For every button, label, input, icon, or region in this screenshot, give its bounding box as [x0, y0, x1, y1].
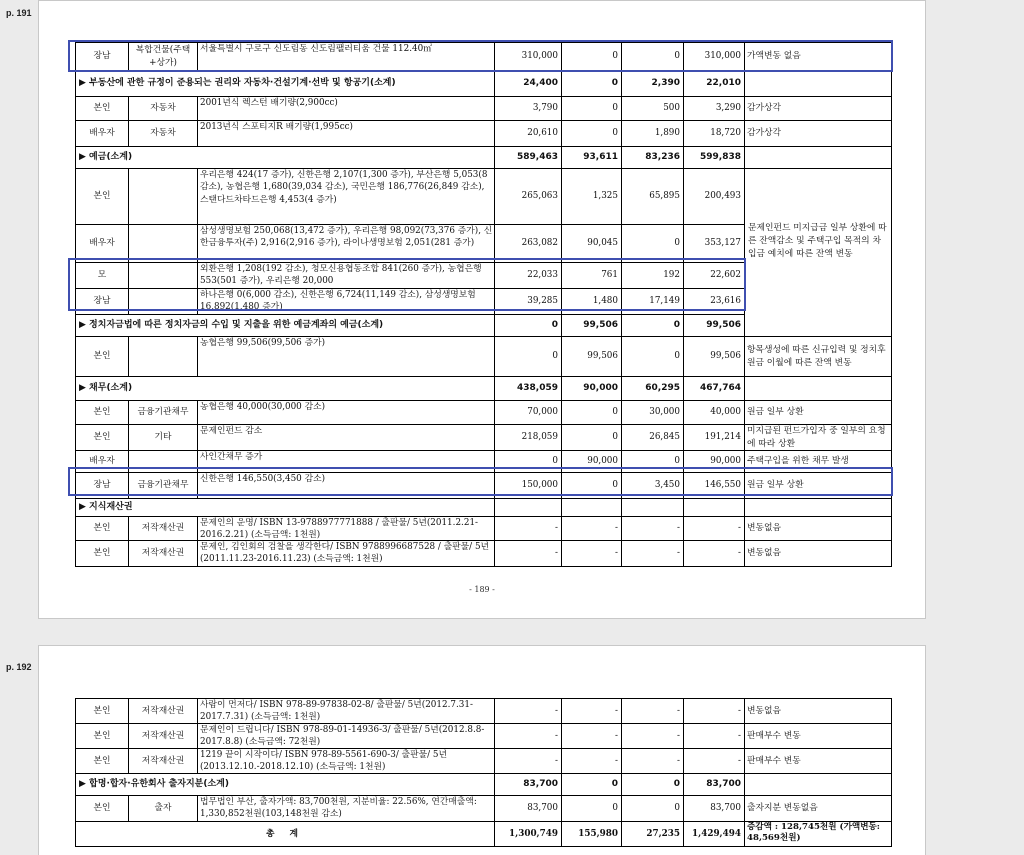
section-row: [75, 774, 892, 796]
remarks-cell: 판매부수 변동: [745, 724, 892, 748]
increase-value: -: [562, 541, 622, 566]
relation-cell: 본인: [75, 724, 129, 748]
decrease-value: 0: [622, 337, 684, 376]
section-title: ▶ 부동산에 관한 규정이 준용되는 권리와 자동차·건설기계·선박 및 항공기(소계): [75, 71, 495, 96]
remarks-cell: 가액변동 없음: [745, 43, 892, 70]
increase-value: 90,000: [562, 451, 622, 472]
decrease-value: 0: [622, 225, 684, 262]
description-cell: 법무법인 부산, 출자가액: 83,700천원, 지분비율: 22.56%, 연간매출액: 1,330,852천원(103,148천원 감소): [198, 796, 495, 821]
section-row: [75, 315, 892, 337]
asset-type-cell: [129, 169, 198, 224]
remarks-cell: 판매부수 변동: [745, 749, 892, 773]
relation-cell: 본인: [75, 541, 129, 566]
asset-type-cell: 자동차: [129, 97, 198, 120]
decrease-value: 192: [622, 263, 684, 288]
total-value: 155,980: [562, 822, 622, 846]
asset-type-cell: [129, 337, 198, 376]
table-row: [75, 541, 892, 567]
asset-type-cell: [129, 289, 198, 314]
current-value: 353,127: [684, 225, 745, 262]
remarks-cell: 출자지분 변동없음: [745, 796, 892, 821]
remarks-cell: 미지급된 펀드가입자 중 일부의 요청에 따라 상환: [745, 425, 892, 450]
document-page: [38, 645, 926, 855]
current-value: 22,010: [684, 71, 745, 96]
prior-value: 0: [495, 315, 562, 336]
asset-type-cell: [129, 225, 198, 262]
remarks-cell: [745, 315, 892, 336]
section-row: [75, 71, 892, 97]
current-value: -: [684, 517, 745, 540]
relation-cell: 본인: [75, 517, 129, 540]
increase-value: 90,045: [562, 225, 622, 262]
current-value: 23,616: [684, 289, 745, 314]
page-footer: - 189 -: [469, 585, 495, 594]
total-change-note: 증감액 : 128,745천원 (가액변동: 48,569천원): [745, 822, 892, 846]
description-cell: 사람이 먼저다/ ISBN 978-89-97838-02-8/ 출판물/ 5년(2012.7.31-2017.7.31) (소득금액: 1천원): [198, 699, 495, 723]
prior-value: 22,033: [495, 263, 562, 288]
remarks-cell: 변동없음: [745, 699, 892, 723]
increase-value: 0: [562, 401, 622, 424]
decrease-value: 0: [622, 315, 684, 336]
prior-value: 39,285: [495, 289, 562, 314]
total-value: 1,300,749: [495, 822, 562, 846]
description-cell: 삼성생명보험 250,068(13,472 증가), 우리은행 98,092(73,376 증가), 신한금융투자(주) 2,916(2,916 증가), 라이나생명보험 2,051(281 증가): [198, 225, 495, 262]
remarks-cell: 변동없음: [745, 517, 892, 540]
current-value: 83,700: [684, 774, 745, 795]
page-number-label: p. 192: [6, 662, 32, 672]
description-cell: 우리은행 424(17 증가), 신한은행 2,107(1,300 증가), 부산은행 5,053(8 감소), 농협은행 1,680(39,034 감소), 국민은행 186,776(26,849 감소), 스탠다드차타드은행 4,453(4 증가): [198, 169, 495, 224]
description-cell: 외환은행 1,208(192 감소), 청모신용협동조합 841(260 증가), 농협은행 553(501 증가), 우리은행 20,000: [198, 263, 495, 288]
description-cell: 문제인, 김인회의 검찰을 생각한다/ ISBN 9788996687528 / 출판물/ 5년(2011.11.23-2016.11.23) (소득금액: 1천원): [198, 541, 495, 566]
asset-type-cell: 기타: [129, 425, 198, 450]
table-row: [75, 97, 892, 121]
increase-value: 99,506: [562, 315, 622, 336]
increase-value: -: [562, 699, 622, 723]
relation-cell: 장남: [75, 43, 129, 70]
relation-cell: 본인: [75, 337, 129, 376]
total-value: 27,235: [622, 822, 684, 846]
prior-value: 24,400: [495, 71, 562, 96]
remarks-cell: [745, 499, 892, 516]
remarks-cell: 원금 일부 상환: [745, 473, 892, 498]
relation-cell: 배우자: [75, 121, 129, 146]
decrease-value: 30,000: [622, 401, 684, 424]
relation-cell: 배우자: [75, 225, 129, 262]
increase-value: -: [562, 724, 622, 748]
current-value: 22,602: [684, 263, 745, 288]
decrease-value: 500: [622, 97, 684, 120]
relation-cell: 모: [75, 263, 129, 288]
relation-cell: 장남: [75, 289, 129, 314]
description-cell: 서울특별시 구로구 신도림동 신도림팰러티움 건물 112.40㎡: [198, 43, 495, 70]
asset-type-cell: 금융기관채무: [129, 473, 198, 498]
decrease-value: -: [622, 749, 684, 773]
current-value: 99,506: [684, 337, 745, 376]
table-row: [75, 425, 892, 451]
asset-type-cell: 출자: [129, 796, 198, 821]
increase-value: 0: [562, 774, 622, 795]
description-cell: 하나은행 0(6,000 감소), 신한은행 6,724(11,149 감소), 삼성생명보험 16,892(1,480 증가): [198, 289, 495, 314]
section-title: ▶ 채무(소계): [75, 377, 495, 400]
decrease-value: 2,390: [622, 71, 684, 96]
increase-value: 93,611: [562, 147, 622, 168]
increase-value: 90,000: [562, 377, 622, 400]
remarks-cell: [745, 71, 892, 96]
asset-type-cell: 저작재산권: [129, 517, 198, 540]
current-value: [684, 499, 745, 516]
document-page: [38, 0, 926, 619]
increase-value: -: [562, 749, 622, 773]
asset-type-cell: [129, 451, 198, 472]
decrease-value: -: [622, 517, 684, 540]
description-cell: 문제인의 운명/ ISBN 13-9788977771888 / 출판물/ 5년(2011.2.21-2016.2.21) (소득금액: 1천원): [198, 517, 495, 540]
current-value: 310,000: [684, 43, 745, 70]
increase-value: [562, 499, 622, 516]
prior-value: -: [495, 724, 562, 748]
current-value: -: [684, 699, 745, 723]
description-cell: 농협은행 40,000(30,000 감소): [198, 401, 495, 424]
description-cell: 문제인펀드 감소: [198, 425, 495, 450]
current-value: 200,493: [684, 169, 745, 224]
prior-value: 263,082: [495, 225, 562, 262]
description-cell: 농협은행 99,506(99,506 증가): [198, 337, 495, 376]
asset-type-cell: 저작재산권: [129, 699, 198, 723]
asset-type-cell: 자동차: [129, 121, 198, 146]
asset-type-cell: 금융기관채무: [129, 401, 198, 424]
remarks-cell: [745, 377, 892, 400]
prior-value: -: [495, 699, 562, 723]
description-cell: 문제인이 드립니다/ ISBN 978-89-01-14936-3/ 출판물/ 5년(2012.8.8-2017.8.8) (소득금액: 72천원): [198, 724, 495, 748]
current-value: 18,720: [684, 121, 745, 146]
description-cell: 신한은행 146,550(3,450 감소): [198, 473, 495, 498]
table-row: [75, 517, 892, 541]
prior-value: 265,063: [495, 169, 562, 224]
prior-value: 150,000: [495, 473, 562, 498]
relation-cell: 본인: [75, 401, 129, 424]
grand-total-label: 총 계: [75, 822, 495, 846]
section-row: [75, 499, 892, 517]
section-row: [75, 147, 892, 169]
description-cell: 사인간채무 증가: [198, 451, 495, 472]
relation-cell: 본인: [75, 796, 129, 821]
remarks-cell: 변동없음: [745, 541, 892, 566]
description-cell: 2001년식 렉스턴 배기량(2,900cc): [198, 97, 495, 120]
prior-value: 70,000: [495, 401, 562, 424]
increase-value: 761: [562, 263, 622, 288]
prior-value: 438,059: [495, 377, 562, 400]
remarks-cell: 항목생성에 따른 신규입력 및 정치후원금 이월에 따른 잔액 변동: [745, 337, 892, 376]
asset-table: [75, 42, 892, 567]
decrease-value: 83,236: [622, 147, 684, 168]
remarks-cell: 주택구입을 위한 채무 발생: [745, 451, 892, 472]
section-title: ▶ 정치자금법에 따른 정치자금의 수입 및 지출을 위한 예금계좌의 예금(소계): [75, 315, 495, 336]
prior-value: 3,790: [495, 97, 562, 120]
decrease-value: [622, 499, 684, 516]
prior-value: 0: [495, 451, 562, 472]
prior-value: -: [495, 541, 562, 566]
prior-value: 83,700: [495, 774, 562, 795]
asset-table-continued: [75, 698, 892, 847]
decrease-value: -: [622, 724, 684, 748]
prior-value: 83,700: [495, 796, 562, 821]
remarks-cell: 문제인펀드 미지급금 일부 상환에 따른 잔액감소 및 주택구입 목적의 차입금 예치에 따른 잔액 변동: [745, 169, 892, 314]
description-cell: 2013년식 스포티지R 배기량(1,995cc): [198, 121, 495, 146]
table-row: [75, 749, 892, 774]
increase-value: -: [562, 517, 622, 540]
total-value: 1,429,494: [684, 822, 745, 846]
table-row: [75, 724, 892, 749]
relation-cell: 장남: [75, 473, 129, 498]
asset-type-cell: 저작재산권: [129, 541, 198, 566]
prior-value: -: [495, 749, 562, 773]
decrease-value: 0: [622, 451, 684, 472]
decrease-value: -: [622, 541, 684, 566]
increase-value: 1,325: [562, 169, 622, 224]
decrease-value: 60,295: [622, 377, 684, 400]
section-title: ▶ 지식재산권: [75, 499, 495, 516]
current-value: 99,506: [684, 315, 745, 336]
table-row: [75, 401, 892, 425]
page-number-label: p. 191: [6, 8, 32, 18]
relation-cell: 본인: [75, 425, 129, 450]
remarks-cell: [745, 774, 892, 795]
increase-value: 0: [562, 121, 622, 146]
table-row: [75, 337, 892, 377]
current-value: -: [684, 724, 745, 748]
prior-value: 20,610: [495, 121, 562, 146]
prior-value: 589,463: [495, 147, 562, 168]
total-row: [75, 822, 892, 847]
current-value: -: [684, 749, 745, 773]
relation-cell: 배우자: [75, 451, 129, 472]
description-cell: 1219 끝이 시작이다/ ISBN 978-89-5561-690-3/ 출판물/ 5년(2013.12.10.-2018.12.10) (소득금액: 1천원): [198, 749, 495, 773]
current-value: 40,000: [684, 401, 745, 424]
increase-value: 0: [562, 97, 622, 120]
decrease-value: 0: [622, 796, 684, 821]
increase-value: 0: [562, 473, 622, 498]
current-value: 191,214: [684, 425, 745, 450]
relation-cell: 본인: [75, 169, 129, 224]
asset-type-cell: 저작재산권: [129, 749, 198, 773]
increase-value: 0: [562, 425, 622, 450]
increase-value: 99,506: [562, 337, 622, 376]
increase-value: 1,480: [562, 289, 622, 314]
decrease-value: 26,845: [622, 425, 684, 450]
decrease-value: 1,890: [622, 121, 684, 146]
current-value: -: [684, 541, 745, 566]
current-value: 467,764: [684, 377, 745, 400]
current-value: 83,700: [684, 796, 745, 821]
prior-value: 0: [495, 337, 562, 376]
asset-type-cell: 저작재산권: [129, 724, 198, 748]
section-row: [75, 377, 892, 401]
relation-cell: 본인: [75, 749, 129, 773]
remarks-cell: 감가상각: [745, 97, 892, 120]
prior-value: -: [495, 517, 562, 540]
table-row: [75, 121, 892, 147]
asset-type-cell: [129, 263, 198, 288]
increase-value: 0: [562, 71, 622, 96]
remarks-cell: [745, 147, 892, 168]
current-value: 146,550: [684, 473, 745, 498]
current-value: 90,000: [684, 451, 745, 472]
increase-value: 0: [562, 43, 622, 70]
relation-cell: 본인: [75, 97, 129, 120]
table-row: [75, 473, 892, 499]
remarks-cell: 감가상각: [745, 121, 892, 146]
decrease-value: 3,450: [622, 473, 684, 498]
table-row: [75, 796, 892, 822]
prior-value: 310,000: [495, 43, 562, 70]
remarks-cell: 원금 일부 상환: [745, 401, 892, 424]
decrease-value: -: [622, 699, 684, 723]
section-title: ▶ 예금(소계): [75, 147, 495, 168]
decrease-value: 65,895: [622, 169, 684, 224]
decrease-value: 0: [622, 774, 684, 795]
prior-value: 218,059: [495, 425, 562, 450]
relation-cell: 본인: [75, 699, 129, 723]
table-row: [75, 43, 892, 71]
table-row: [75, 699, 892, 724]
section-title: ▶ 합명·합자·유한회사 출자지분(소계): [75, 774, 495, 795]
asset-type-cell: 복합건물(주택+상가): [129, 43, 198, 70]
prior-value: [495, 499, 562, 516]
table-row: [75, 451, 892, 473]
current-value: 3,290: [684, 97, 745, 120]
increase-value: 0: [562, 796, 622, 821]
current-value: 599,838: [684, 147, 745, 168]
decrease-value: 17,149: [622, 289, 684, 314]
decrease-value: 0: [622, 43, 684, 70]
